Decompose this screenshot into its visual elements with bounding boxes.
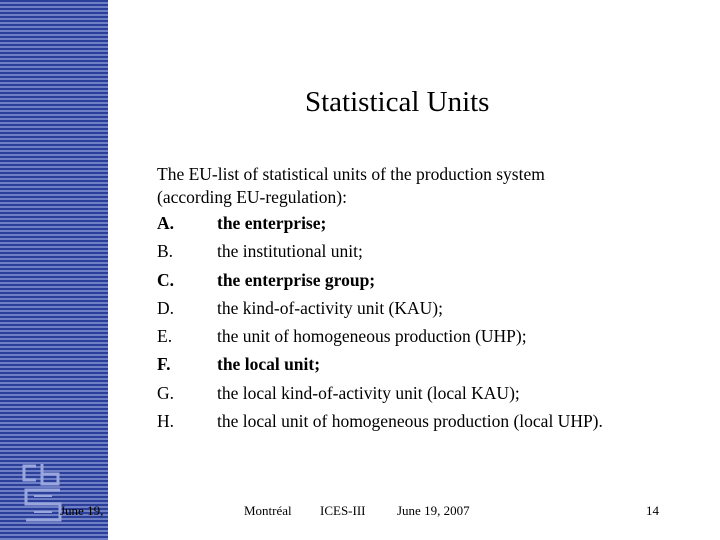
- unit-text: the unit of homogeneous production (UHP);: [217, 326, 527, 347]
- unit-text: the institutional unit;: [217, 241, 363, 262]
- intro-line-2: (according EU-regulation):: [157, 187, 347, 207]
- unit-item-g: [157, 379, 603, 407]
- unit-letter: B.: [157, 241, 174, 262]
- unit-text: the enterprise group;: [217, 269, 376, 290]
- intro-text: [157, 163, 545, 209]
- unit-letter: H.: [157, 411, 175, 432]
- unit-item-h: [157, 407, 603, 435]
- footer-date: June 19, 2007: [397, 503, 470, 518]
- unit-letter: D.: [157, 297, 175, 318]
- unit-text: the enterprise;: [217, 213, 327, 233]
- unit-text: the local kind-of-activity unit (local KAU);: [217, 382, 520, 403]
- unit-item-b: [157, 237, 603, 265]
- unit-letter: E.: [157, 326, 173, 347]
- slide-title: Statistical Units: [305, 86, 490, 118]
- unit-list: [157, 209, 603, 435]
- footer-city: Montréal: [244, 503, 292, 518]
- unit-text: the local unit;: [217, 354, 321, 375]
- unit-item-f: [157, 350, 603, 378]
- decorative-sidebar: [0, 0, 108, 540]
- unit-letter: G.: [157, 382, 175, 403]
- unit-text: the local unit of homogeneous production (local UHP).: [217, 411, 603, 432]
- unit-item-c: [157, 266, 603, 294]
- unit-item-a: [157, 209, 603, 237]
- unit-letter: A.: [157, 213, 175, 233]
- page-number: 14: [646, 503, 659, 518]
- sidebar-date: June 19,: [60, 503, 104, 518]
- unit-letter: C.: [157, 269, 175, 290]
- unit-text: the kind-of-activity unit (KAU);: [217, 297, 443, 318]
- intro-line-1: The EU-list of statistical units of the production system: [157, 164, 545, 184]
- unit-item-e: [157, 322, 603, 350]
- unit-item-d: [157, 294, 603, 322]
- unit-letter: F.: [157, 354, 171, 375]
- footer-conference: ICES-III: [320, 503, 366, 518]
- cbs-logo: [20, 462, 66, 532]
